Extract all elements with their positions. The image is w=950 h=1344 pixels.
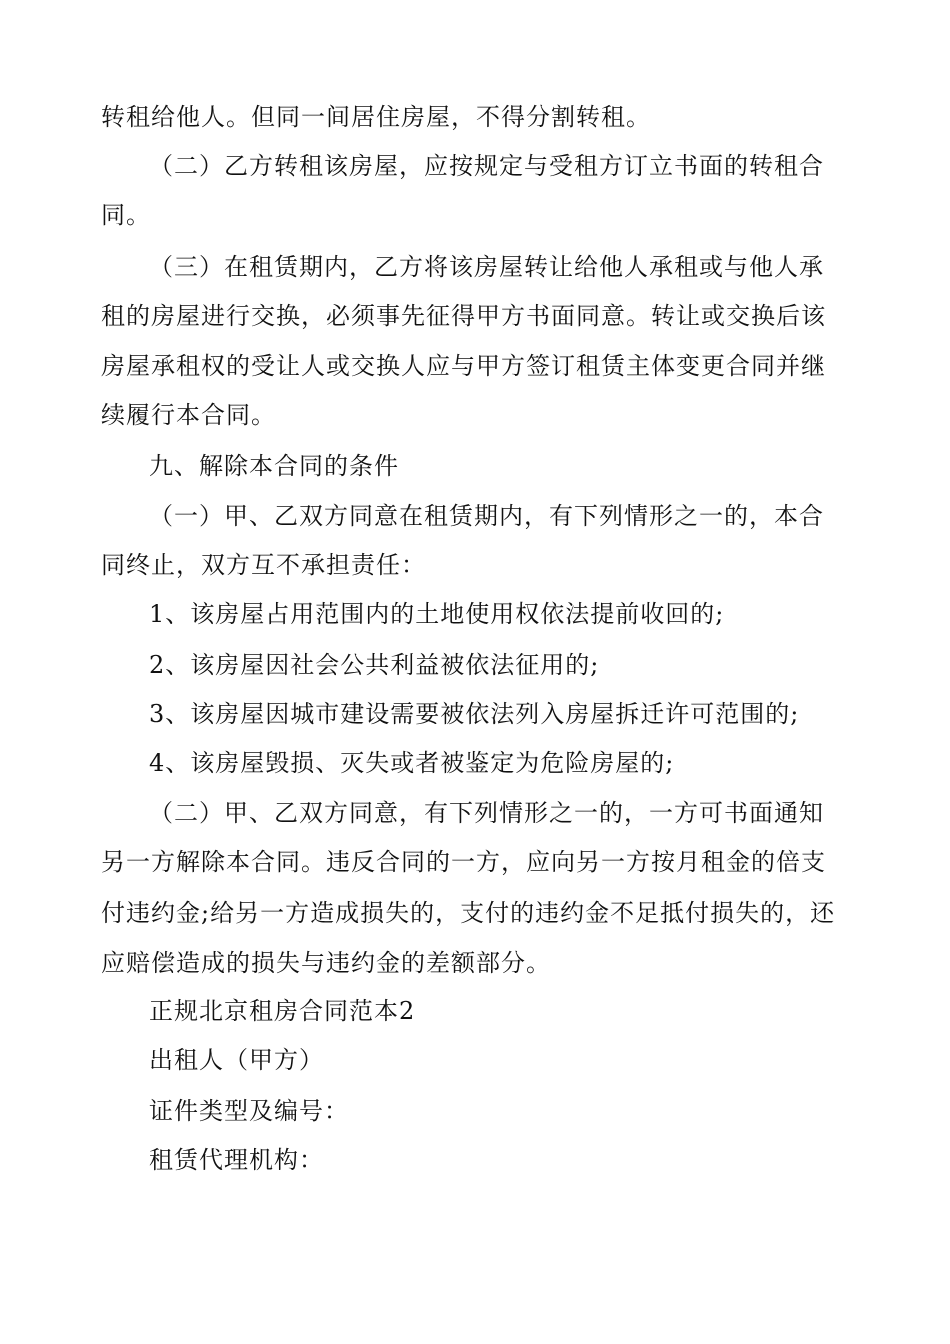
text-line: 另一方解除本合同。违反合同的一方，应向另一方按月租金的倍支	[101, 848, 826, 876]
list-item: 3、该房屋因城市建设需要被依法列入房屋拆迁许可范围的;	[149, 700, 800, 728]
text-line: 租的房屋进行交换，必须事先征得甲方书面同意。转让或交换后该	[101, 302, 826, 330]
text-line: 续履行本合同。	[101, 401, 276, 429]
text-line: （二）甲、乙双方同意，有下列情形之一的，一方可书面通知	[149, 799, 824, 827]
text-line: 转租给他人。但同一间居住房屋，不得分割转租。	[101, 103, 651, 131]
text-line: 同。	[101, 201, 151, 229]
text-line: （一）甲、乙双方同意在租赁期内，有下列情形之一的，本合	[149, 502, 824, 530]
list-item: 2、该房屋因社会公共利益被依法征用的;	[149, 651, 600, 679]
text-line: （二）乙方转租该房屋，应按规定与受租方订立书面的转租合	[149, 152, 824, 180]
form-label-id-type: 证件类型及编号：	[149, 1097, 349, 1125]
text-line: 应赔偿造成的损失与违约金的差额部分。	[101, 949, 551, 977]
form-label-lessor: 出租人（甲方）	[149, 1046, 324, 1074]
section-heading: 九、解除本合同的条件	[149, 452, 399, 480]
text-line: 同终止，双方互不承担责任：	[101, 551, 426, 579]
list-item: 1、该房屋占用范围内的土地使用权依法提前收回的;	[149, 600, 725, 628]
form-label-agency: 租赁代理机构：	[149, 1146, 324, 1174]
text-line: （三）在租赁期内，乙方将该房屋转让给他人承租或与他人承	[149, 253, 824, 281]
section-title: 正规北京租房合同范本2	[149, 997, 416, 1025]
text-line: 付违约金;给另一方造成损失的，支付的违约金不足抵付损失的，还	[101, 899, 836, 927]
text-line: 房屋承租权的受让人或交换人应与甲方签订租赁主体变更合同并继	[101, 352, 826, 380]
list-item: 4、该房屋毁损、灭失或者被鉴定为危险房屋的;	[149, 749, 675, 777]
